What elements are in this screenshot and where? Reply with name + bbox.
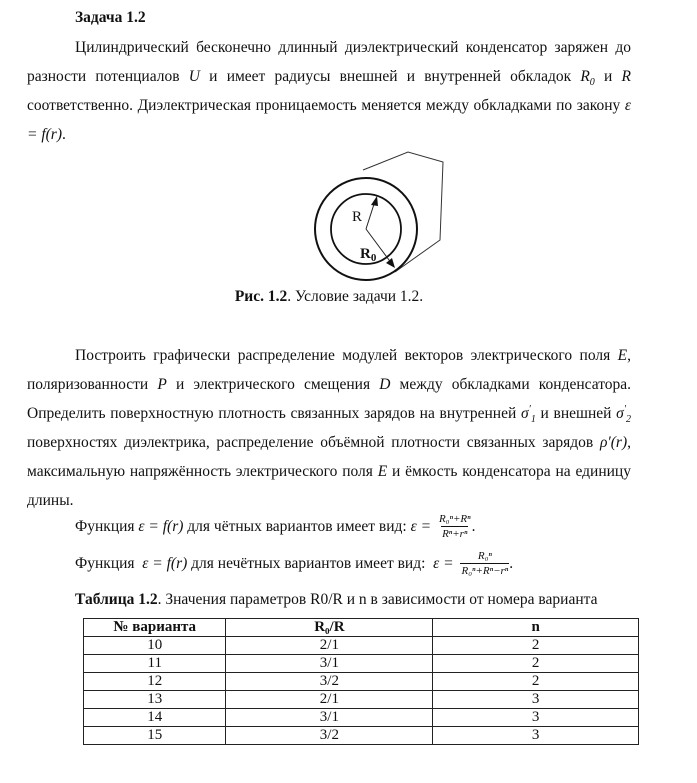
formula-lhs: ε = [433, 555, 458, 572]
table-caption-text: . Значения параметров R0/R и n в зависимости от номера варианта [157, 591, 598, 608]
text: для чётных вариантов имеет вид: [183, 518, 411, 535]
cell-variant: 12 [84, 673, 226, 691]
text: Функция [75, 555, 143, 572]
numerator: R₀ⁿ [477, 550, 492, 562]
cell-variant: 14 [84, 709, 226, 727]
formula-eps: ε = f(r) [142, 555, 188, 572]
task-statement [27, 341, 631, 515]
text: для нечётных вариантов имеет вид: [187, 555, 434, 572]
var-sigma1 [520, 403, 536, 426]
formula-lhs: ε = [410, 518, 435, 535]
denominator: Rⁿ+rⁿ [442, 528, 468, 540]
text: поверхностях диэлектрика, распределение объёмной плотности связанных зарядов [27, 434, 600, 451]
text: Цилиндрический бесконечно длинный диэлектрический конденсатор заряжен до разности потенциалов [27, 39, 631, 85]
fraction [438, 513, 472, 541]
var-R0-sub: 0 [589, 77, 595, 89]
table-row [84, 655, 639, 673]
var-E: E [617, 347, 628, 364]
table-row [84, 727, 639, 745]
text: . [471, 518, 476, 535]
caption-text: . Условие задачи 1.2. [287, 288, 424, 305]
cylinder-diagram [297, 145, 467, 285]
header-n: n [433, 619, 639, 637]
problem-title: Задача 1.2 [75, 9, 146, 26]
cell-ratio: 2/1 [226, 691, 433, 709]
cell-ratio: 3/2 [226, 727, 433, 745]
cell-n: 3 [433, 709, 639, 727]
text: . [62, 126, 66, 143]
table-caption [75, 591, 597, 609]
figure-caption [27, 288, 631, 306]
cell-variant: 11 [84, 655, 226, 673]
cell-n: 2 [433, 655, 639, 673]
var-sigma2 [616, 403, 631, 426]
text: и внешней [535, 405, 617, 422]
cell-variant: 13 [84, 691, 226, 709]
text: и электрического смещения [166, 376, 380, 393]
table-row [84, 673, 639, 691]
var-E: E [377, 463, 388, 480]
var-rho: ρ′(r) [599, 434, 628, 451]
var-R: R [621, 68, 631, 85]
sigma-prime: ′ [623, 403, 626, 415]
arrow-head-icon [371, 196, 378, 206]
table-row [84, 709, 639, 727]
sigma-sub: 1 [530, 414, 536, 426]
cell-variant: 10 [84, 637, 226, 655]
text: между обкладками конденсатора. Определить поверхностную плотность связанных зарядов на внутренней [27, 376, 632, 422]
cell-n: 2 [433, 673, 639, 691]
text: Построить графически распределение модулей векторов электрического поля [75, 347, 618, 364]
label-R0: $R_0$ [360, 246, 377, 264]
cell-n: 3 [433, 727, 639, 745]
header-ratio: R₀/R [226, 619, 433, 637]
arrow-head-icon [386, 258, 395, 268]
formula-eps: ε = f(r) [27, 97, 631, 143]
var-P: P [157, 376, 167, 393]
var-R0 [580, 68, 595, 89]
label-R: R [352, 209, 363, 225]
text: и ёмкость конденсатора на единицу длины. [27, 463, 631, 509]
table-row [84, 691, 639, 709]
cell-ratio: 3/1 [226, 709, 433, 727]
denominator: R₀ⁿ+Rⁿ−rⁿ [461, 565, 509, 577]
sigma-prime: ′ [528, 403, 531, 415]
text: Функция [75, 518, 139, 535]
variants-table [83, 618, 639, 745]
sigma-base: σ [520, 405, 529, 422]
numerator: R₀ⁿ+Rⁿ [438, 513, 471, 525]
table-header-row [84, 619, 639, 637]
text: . [509, 555, 514, 572]
cell-variant: 15 [84, 727, 226, 745]
cell-n: 3 [433, 691, 639, 709]
table-row [84, 637, 639, 655]
text: , поляризованности [27, 347, 631, 393]
header-variant: № варианта [84, 619, 226, 637]
var-R0-base: R [580, 68, 590, 85]
text: и [594, 68, 622, 85]
sigma-sub: 2 [626, 414, 631, 426]
cell-ratio: 3/2 [226, 673, 433, 691]
caption-label: Рис. 1.2 [234, 288, 288, 305]
cell-n: 2 [433, 637, 639, 655]
cell-ratio: 3/1 [226, 655, 433, 673]
function-odd [75, 546, 513, 582]
sigma-base: σ [616, 405, 624, 422]
function-even [75, 509, 475, 545]
problem-statement [27, 33, 631, 149]
text: , максимальную напряжённость электрического поля [27, 434, 631, 480]
var-U: U [188, 68, 200, 85]
fraction [460, 550, 509, 578]
cell-ratio: 2/1 [226, 637, 433, 655]
capacitor-figure [297, 145, 467, 285]
text: и имеет радиусы внешней и внутренней обкладок [199, 68, 581, 85]
formula-eps: ε = f(r) [138, 518, 184, 535]
table-caption-label: Таблица 1.2 [75, 591, 158, 608]
var-D: D [379, 376, 391, 393]
text: соответственно. Диэлектрическая проницаемость меняется между обкладками по закону [27, 97, 625, 114]
